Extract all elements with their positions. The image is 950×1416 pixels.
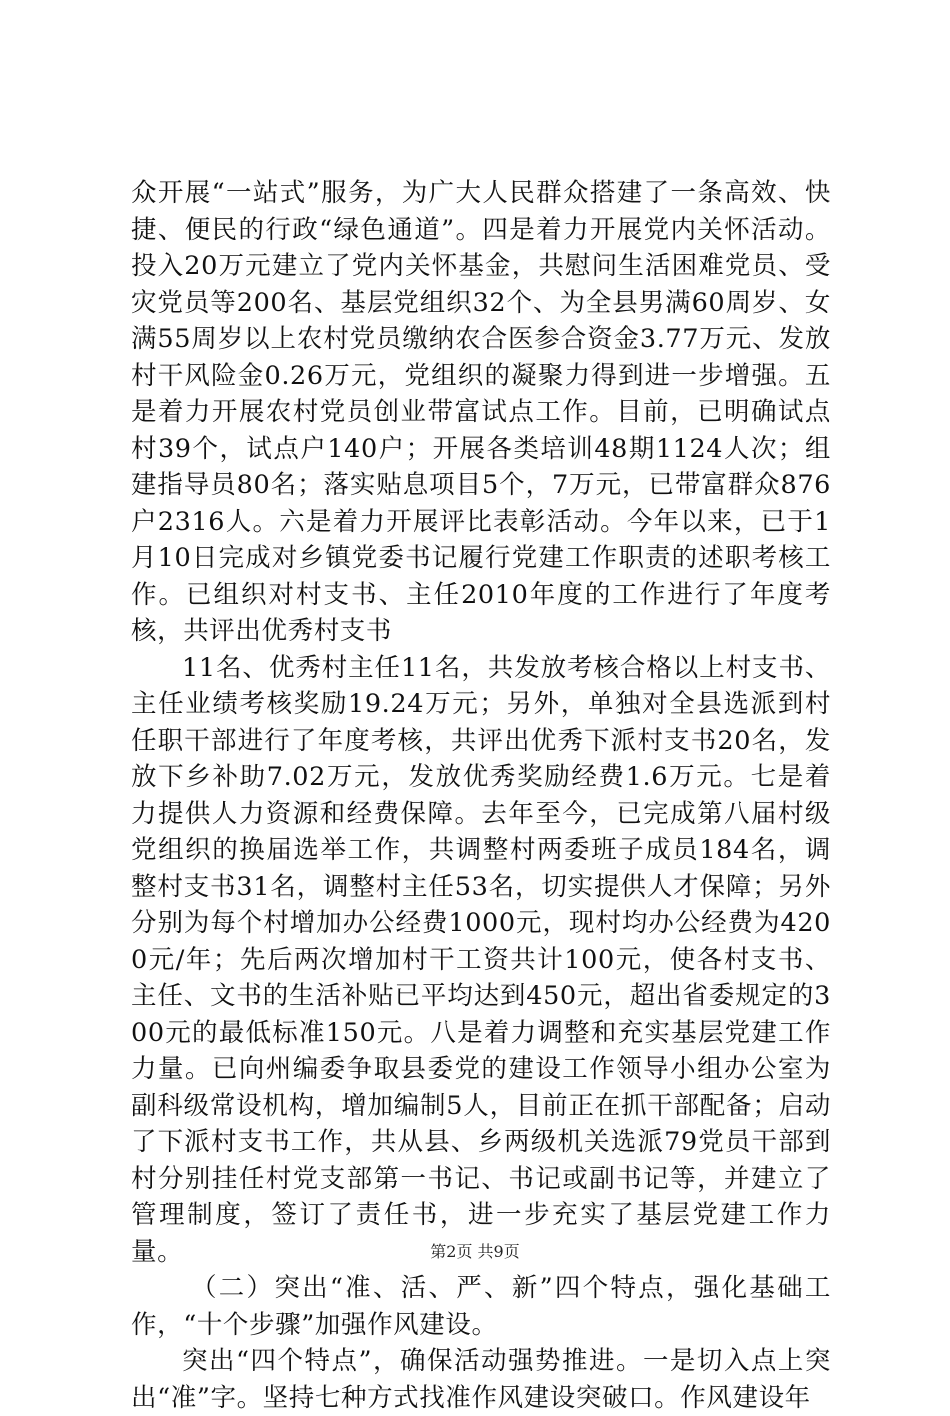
page-number-footer: 第2页 共9页 bbox=[430, 1242, 520, 1261]
paragraph-4: 突出“四个特点”，确保活动强势推进。一是切入点上突出“准”字。坚持七种方式找准作风建设突破口。作风建设年 bbox=[131, 1346, 831, 1413]
paragraph-3: （二）突出“准、活、严、新”四个特点，强化基础工作，“十个步骤”加强作风建设。 bbox=[131, 1273, 831, 1340]
paragraph-2: 11名、优秀村主任11名，共发放考核合格以上村支书、主任业绩考核奖励19.24万元；另外，单独对全县选派到村任职干部进行了年度考核，共评出优秀下派村支书20名，发放下乡补助7.02万元，发放优秀奖励经费1.6万元。七是着力提供人力资源和经费保障。去年至今，已完成第八届村级党组织的换届选举工作，共调整村两委班子成员184名，调整村支书31名，调整村主任53名，切实提供人才保障；另外分别为每个村增加办公经费1000元，现村均办公经费为4200元/年；先后两次增加村干工资共计100元，使各村支书、主任、文书的生活补贴已平均达到450元，超出省委规定的300元的最低标准150元。八是着力调整和充实基层党建工作力量。已向州编委争取县委党的建设工作领导小组办公室为副科级常设机构，增加编制5人，目前正在抓干部配备；启动了下派村支书工作，共从县、乡两级机关选派79党员干部到村分别挂任村党支部第一书记、书记或副书记等，并建立了管理制度，签订了责任书，进一步充实了基层党建工作力量。 bbox=[131, 652, 831, 1267]
document-body bbox=[131, 175, 831, 1416]
paragraph-1: 众开展“一站式”服务，为广大人民群众搭建了一条高效、快捷、便民的行政“绿色通道”。四是着力开展党内关怀活动。投入20万元建立了党内关怀基金，共慰问生活困难党员、受灾党员等200名、基层党组织32个、为全县男满60周岁、女满55周岁以上农村党员缴纳农合医参合资金3.77万元、发放村干风险金0.26万元，党组织的凝聚力得到进一步增强。五是着力开展农村党员创业带富试点工作。目前，已明确试点村39个，试点户140户；开展各类培训48期1124人次；组建指导员80名；落实贴息项目5个，7万元，已带富群众876户2316人。六是着力开展评比表彰活动。今年以来，已于1月10日完成对乡镇党委书记履行党建工作职责的述职考核工作。已组织对村支书、主任2010年度的工作进行了年度考核，共评出优秀村支书 bbox=[131, 178, 831, 646]
